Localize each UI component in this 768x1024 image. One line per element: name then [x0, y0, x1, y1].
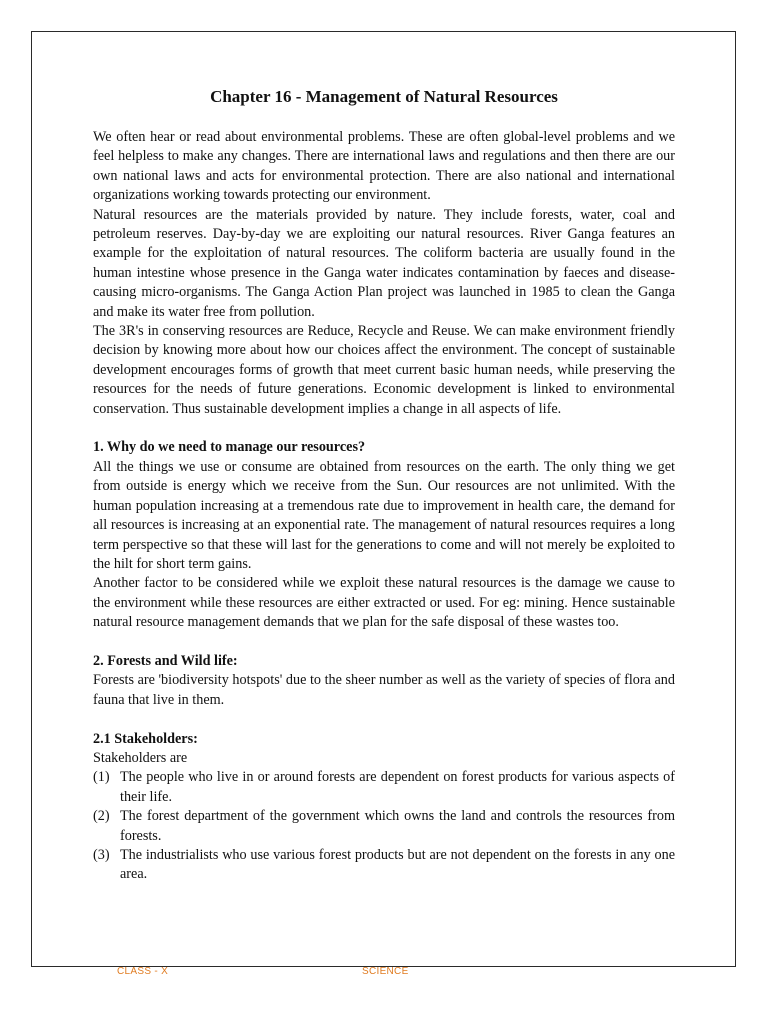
- footer-subject-label: SCIENCE: [362, 966, 409, 977]
- spacer: [93, 633, 675, 652]
- stakeholder-list: [93, 768, 675, 884]
- section-heading: 2. Forests and Wild life:: [93, 652, 238, 669]
- chapter-title: Chapter 16 - Management of Natural Resources: [210, 87, 558, 106]
- document-body: [93, 86, 675, 885]
- list-item: [93, 807, 675, 846]
- footer-class-label: CLASS - X: [117, 966, 169, 977]
- spacer: [93, 419, 675, 438]
- list-number: (1): [93, 769, 110, 786]
- list-item-text: The people who live in or around forests are dependent on forest products for various aspects of their life.: [120, 769, 675, 805]
- intro-paragraph: The 3R's in conserving resources are Reduce, Recycle and Reuse. We can make environment friendly decision by knowing more about how our choices affect the environment. The concept of sustainable development encourages forms of growth that meet current basic human needs, while preserving the resources for the needs of future generations. Economic development is linked to environmental conservation. Thus sustainable development implies a change in all aspects of life.: [93, 323, 675, 417]
- section-heading: 1. Why do we need to manage our resources?: [93, 439, 366, 456]
- spacer: [93, 710, 675, 729]
- list-item-text: The forest department of the government which owns the land and controls the resources from forests.: [120, 808, 675, 844]
- section-paragraph: All the things we use or consume are obtained from resources on the earth. The only thing we get from outside is energy which we receive from the Sun. Our resources are not unlimited. With the human population increasing at a tremendous rate due to improvement in health care, the demand for all resources is increasing at an exponential rate. The management of natural resources requires a long term perspective so that these will last for the generations to come and will not merely be exploited to the hilt for short term gains.: [93, 458, 675, 572]
- list-item: [93, 768, 675, 807]
- section-heading: 2.1 Stakeholders:: [93, 730, 198, 747]
- intro-paragraph: We often hear or read about environmental problems. These are often global-level problems and we feel helpless to make any changes. There are international laws and regulations and then there are our own national laws and acts for environmental protection. There are also national and international organizations working towards protecting our environment.: [93, 129, 675, 204]
- section-lead: Stakeholders are: [93, 749, 188, 766]
- list-number: (3): [93, 846, 110, 863]
- section-paragraph: Forests are 'biodiversity hotspots' due to the sheer number as well as the variety of species of flora and fauna that live in them.: [93, 672, 675, 708]
- intro-paragraph: Natural resources are the materials provided by nature. They include forests, water, coal and petroleum reserves. Day-by-day we are exploiting our natural resources. River Ganga features an example for the exploitation of natural resources. The coliform bacteria are usually found in the human intestine whose presence in the Ganga water indicates contamination by faeces and disease-causing micro-organisms. The Ganga Action Plan project was launched in 1985 to clean the Ganga and make its water free from pollution.: [93, 206, 675, 320]
- list-item-text: The industrialists who use various forest products but are not dependent on the forests in any one area.: [120, 846, 675, 883]
- list-item: [93, 846, 675, 885]
- section-paragraph: Another factor to be considered while we exploit these natural resources is the damage we cause to the environment while these resources are either extracted or used. For eg: mining. Hence sustainable natural resource management demands that we plan for the safe disposal of these wastes too.: [93, 575, 675, 631]
- list-number: (2): [93, 808, 110, 825]
